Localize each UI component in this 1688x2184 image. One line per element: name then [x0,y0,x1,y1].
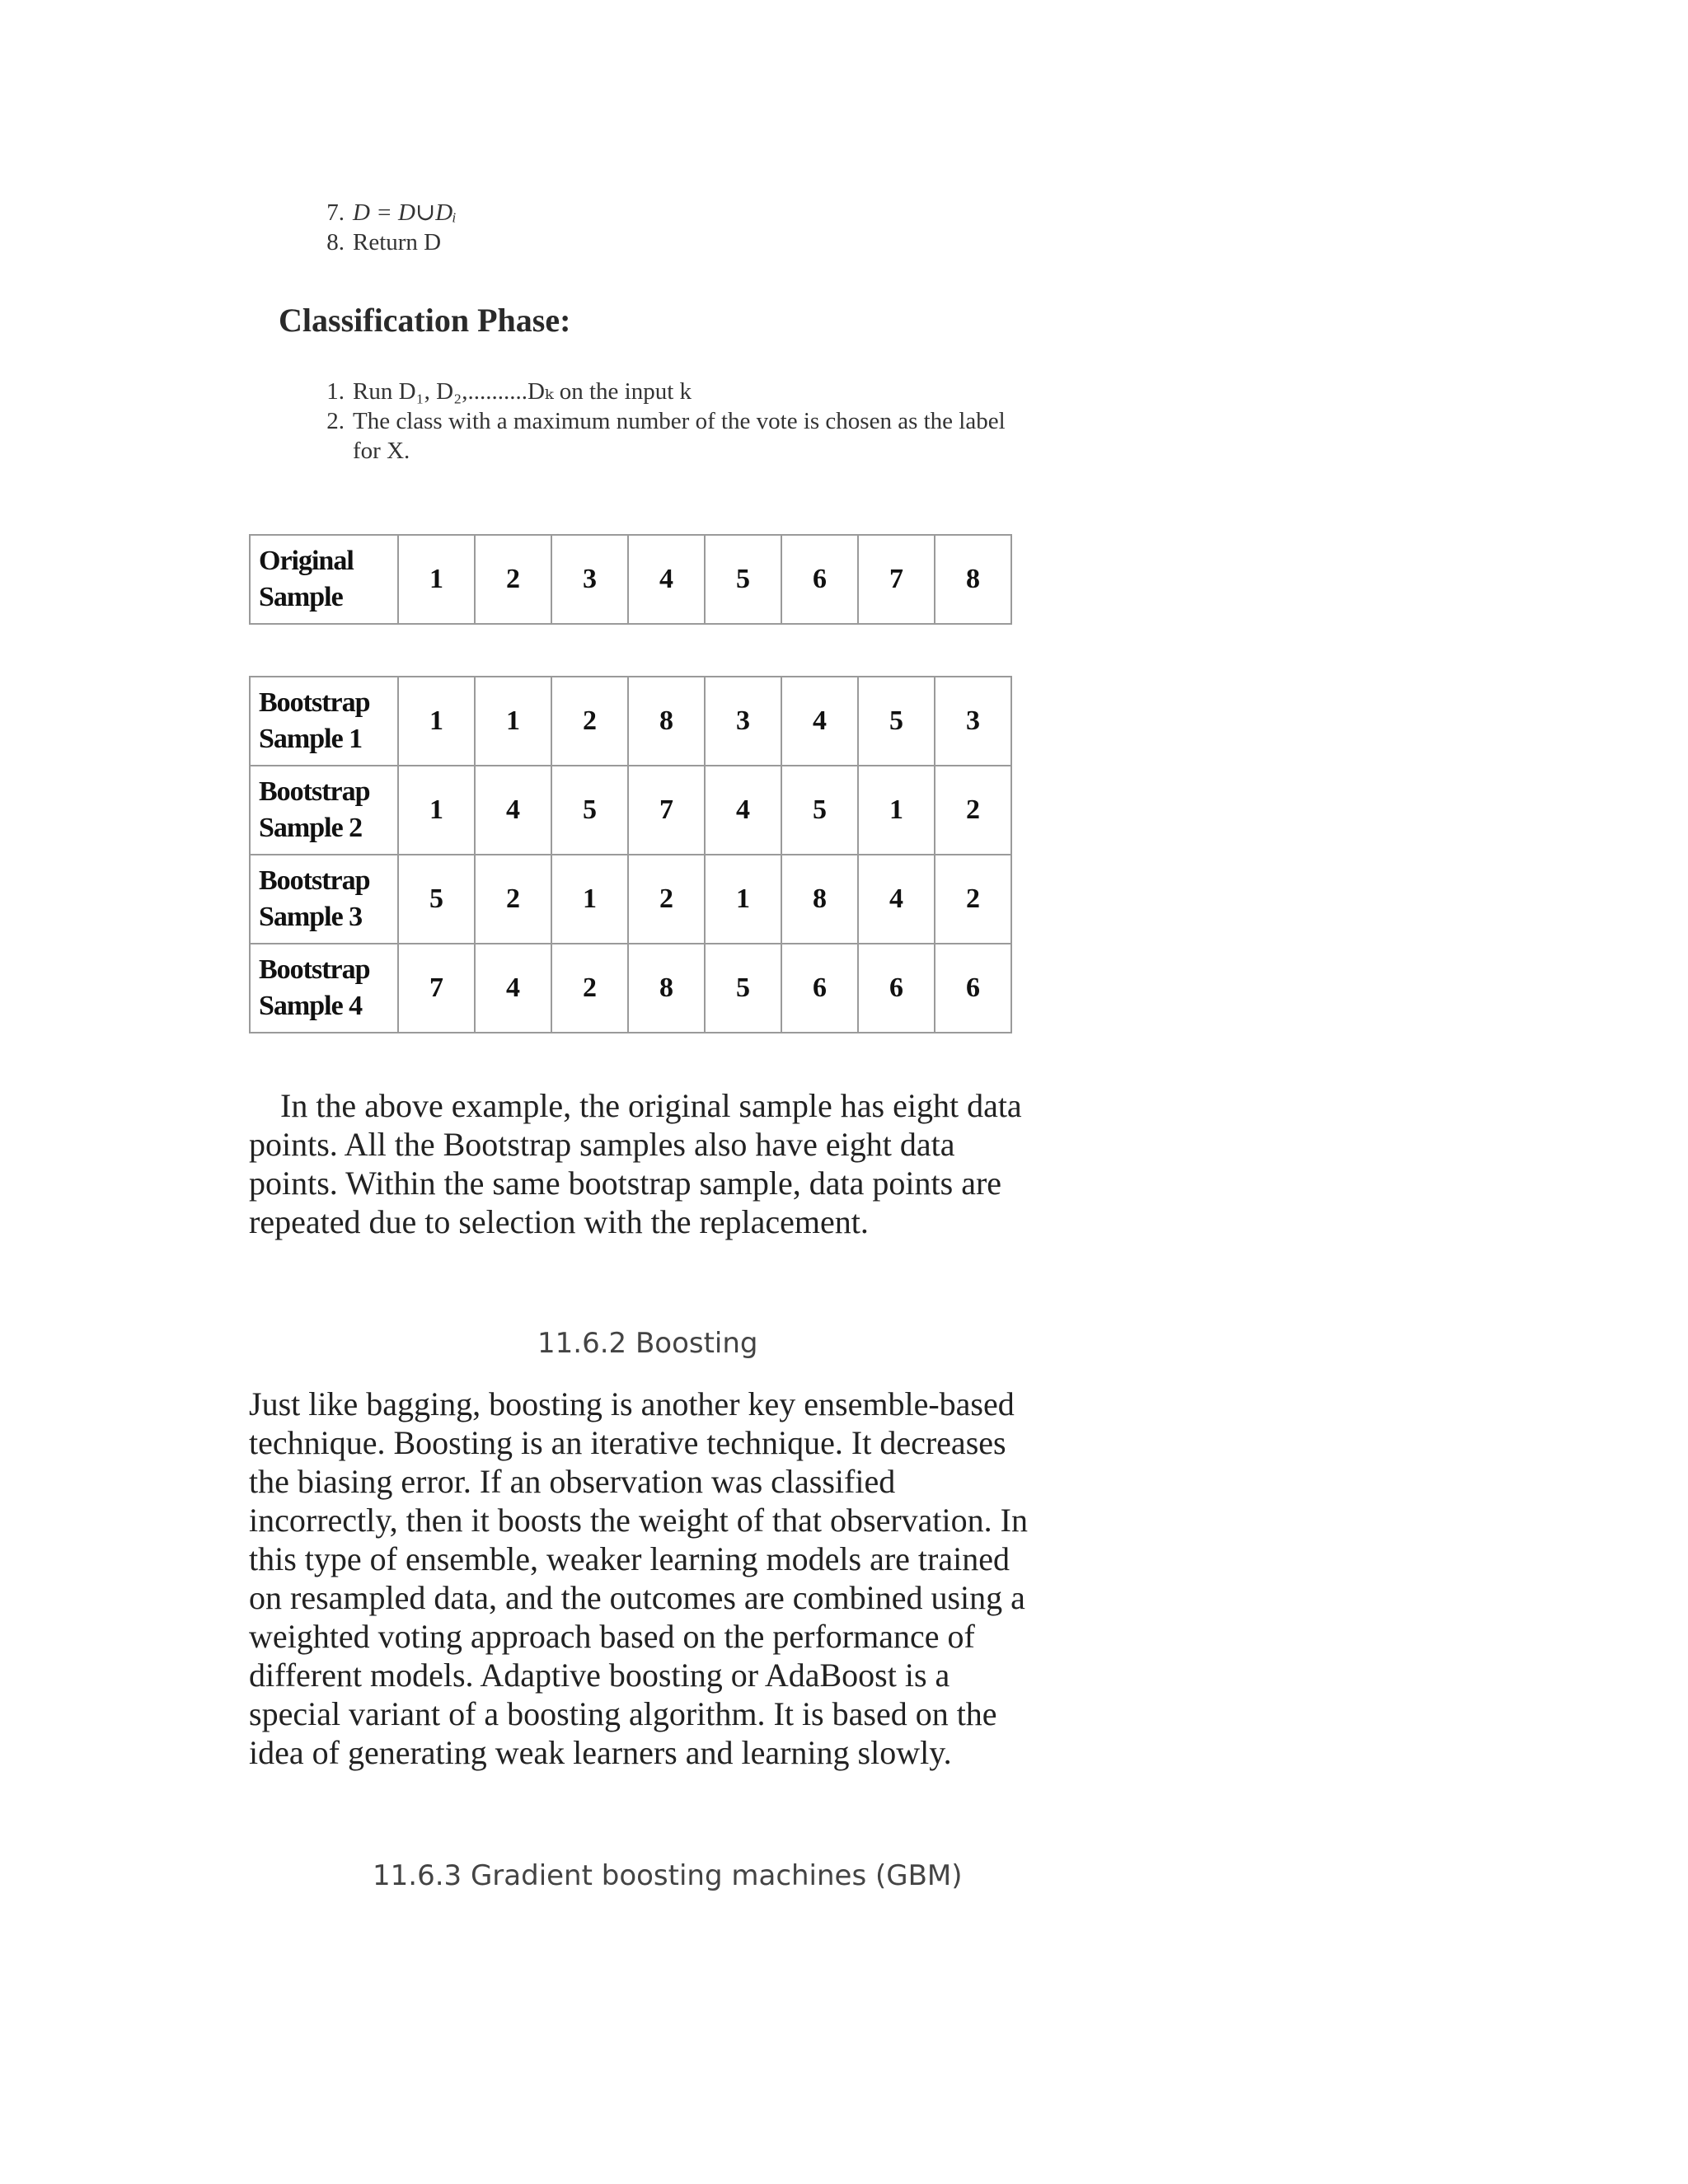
table-cell: 1 [475,677,551,766]
row-label [250,766,398,855]
table-cell: 3 [705,677,781,766]
table-cell: 4 [475,944,551,1033]
table-cell: 8 [935,535,1011,624]
step-number: 8. [326,229,345,255]
table-cell: 4 [475,766,551,855]
table-cell: 1 [398,677,475,766]
classification-step [321,377,1029,406]
row-label-line: Bootstrap [259,687,370,718]
table-cell: 2 [551,677,628,766]
table-row [250,855,1011,944]
paragraph-boosting: Just like bagging, boosting is another key ensemble-based technique. Boosting is an iterative technique. It decreases the biasing error. If an observation was classified incorrectly, then it boosts the weight of that observation. In this type of ensemble, weaker learning models are trained on resampled data, and the outcomes are combined using a weighted voting approach based on the performance of different models. Adaptive boosting or AdaBoost is a special variant of a boosting algorithm. It is based on the idea of generating weak learners and learning slowly. [249,1385,1028,1771]
classification-steps [321,377,1029,466]
step-text: D = D∪Dᵢ [353,199,457,226]
table-cell: 4 [858,855,935,944]
bootstrap-samples-table [249,676,1012,1033]
table-cell: 1 [705,855,781,944]
table-cell: 5 [398,855,475,944]
section-heading-boosting: 11.6.2 Boosting [537,1327,758,1360]
row-label-line: Bootstrap [259,954,370,985]
table-cell: 3 [935,677,1011,766]
table-row [250,535,1011,624]
row-label [250,535,398,624]
table-cell: 6 [858,944,935,1033]
table-cell: 7 [858,535,935,624]
row-label-line: Original [259,546,354,576]
step-number: 7. [326,199,345,226]
table-cell: 2 [475,855,551,944]
table-cell: 5 [705,535,781,624]
step-number: 2. [326,408,345,434]
table-cell: 7 [628,766,705,855]
table-cell: 2 [475,535,551,624]
table-cell: 1 [551,855,628,944]
table-cell: 4 [628,535,705,624]
table-cell: 8 [781,855,858,944]
section-heading-gbm: 11.6.3 Gradient boosting machines (GBM) [373,1859,963,1892]
row-label-line: Sample 2 [259,813,363,843]
algorithm-steps [321,198,457,257]
row-label-line: Sample 1 [259,724,363,754]
row-label [250,855,398,944]
row-label [250,944,398,1033]
table-cell: 4 [781,677,858,766]
row-label-line: Sample 4 [259,991,363,1021]
algorithm-step [321,198,457,227]
step-text: The class with a maximum number of the vote is chosen as the label for X. [353,408,1006,464]
table-cell: 2 [935,855,1011,944]
table-cell: 6 [781,535,858,624]
original-sample-table [249,534,1012,625]
row-label [250,677,398,766]
table-cell: 2 [551,944,628,1033]
table-cell: 6 [935,944,1011,1033]
table-cell: 1 [398,535,475,624]
table-row [250,944,1011,1033]
row-label-line: Bootstrap [259,776,370,807]
table-cell: 5 [781,766,858,855]
row-label-line: Sample 3 [259,902,363,932]
table-cell: 1 [398,766,475,855]
row-label-line: Bootstrap [259,865,370,896]
table-cell: 8 [628,677,705,766]
step-text: Return D [353,229,442,255]
table-cell: 8 [628,944,705,1033]
row-label-line: Sample [259,582,343,612]
table-cell: 5 [705,944,781,1033]
table-row [250,677,1011,766]
classification-step [321,406,1029,466]
table-cell: 7 [398,944,475,1033]
table-cell: 5 [858,677,935,766]
step-number: 1. [326,378,345,405]
table-cell: 2 [628,855,705,944]
table-cell: 4 [705,766,781,855]
step-text: Run D₁, D₂,..........Dₖ on the input k [353,378,692,405]
classification-heading: Classification Phase: [279,302,571,339]
paragraph-bootstrap-example: In the above example, the original sample has eight data points. All the Bootstrap samples also have eight data points. Within the same bootstrap sample, data points are repeated due to selection with the replacement. [249,1087,1022,1240]
table-cell: 5 [551,766,628,855]
table-row [250,766,1011,855]
table-cell: 6 [781,944,858,1033]
table-cell: 1 [858,766,935,855]
algorithm-step [321,227,457,257]
table-cell: 2 [935,766,1011,855]
table-cell: 3 [551,535,628,624]
